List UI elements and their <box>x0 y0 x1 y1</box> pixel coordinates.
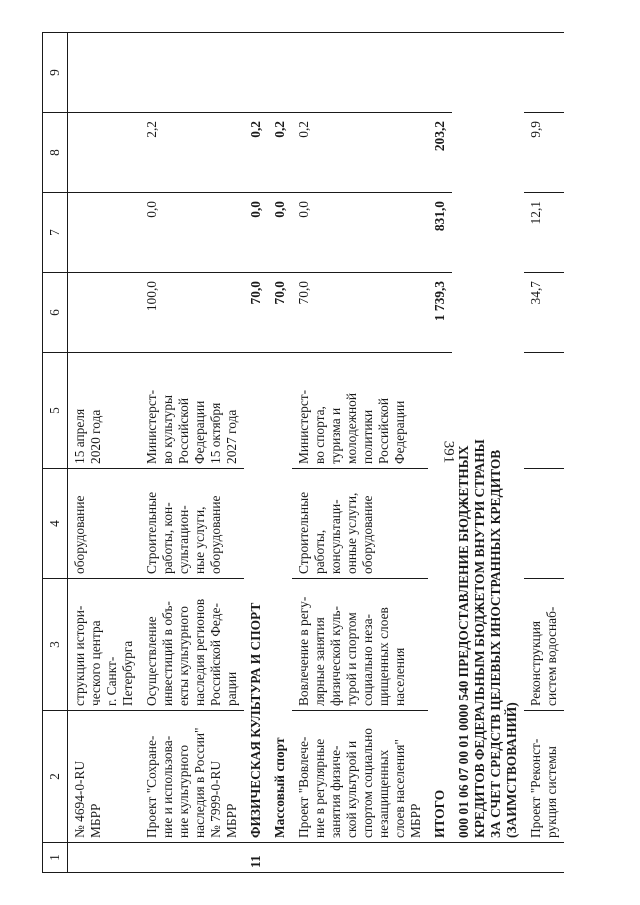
amount-col-9 <box>524 33 564 113</box>
amount-col-7: 831,0 <box>428 193 452 273</box>
row-number <box>268 843 292 873</box>
column-header-2: 2 <box>43 711 68 843</box>
total-label: ИТОГО <box>428 353 452 843</box>
column-header-7: 7 <box>43 193 68 273</box>
row-number <box>428 843 452 873</box>
column-header-6: 6 <box>43 273 68 353</box>
amount-col-8: 2,2 <box>140 113 244 193</box>
amount-col-6 <box>68 273 141 353</box>
amount-col-9 <box>140 33 244 113</box>
column-header-9: 9 <box>43 33 68 113</box>
amount-col-8: 0,2 <box>244 113 268 193</box>
project-purpose: струкции истори- ческого центра г. Санкт- Петербурга <box>68 579 141 711</box>
amount-col-6: 70,0 <box>244 273 268 353</box>
executor-and-date: Министерст- во культуры Российской Федерации 15 октября 2027 года <box>140 353 244 469</box>
amount-col-6: 100,0 <box>140 273 244 353</box>
row-number: 11 <box>244 843 268 873</box>
rotated-table-container <box>42 33 559 873</box>
amount-col-8: 9,9 <box>524 113 564 193</box>
project-purpose: Реконструкция систем водоснаб- <box>524 579 564 711</box>
project-name: Проект "Вовлече- ние в регулярные занятия физиче- ской культурой и спортом социально незащищенных слоев населения" МБРР <box>292 711 428 843</box>
table-row <box>292 33 428 873</box>
table-row <box>68 33 141 873</box>
table-row <box>244 33 268 873</box>
table-body <box>68 33 565 873</box>
amount-col-9 <box>428 33 452 113</box>
amount-col-8: 0,2 <box>292 113 428 193</box>
project-name: № 4694-0-RU МБРР <box>68 711 141 843</box>
project-purpose: Вовлечение в регу- лярные занятия физической куль- турой и спортом социально неза- щищенных слоев населения <box>292 579 428 711</box>
table-row <box>452 33 524 873</box>
amount-col-6: 1 739,3 <box>428 273 452 353</box>
amount-col-8 <box>68 113 141 193</box>
project-name: Проект "Сохране- ние и использова- ние культурного наследия в России" № 7999-0-RU МБРР <box>140 711 244 843</box>
project-purpose: Осуществление инвестиций в объ- екты культурного наследия регионов Российской Феде- рации <box>140 579 244 711</box>
amount-col-9 <box>292 33 428 113</box>
page-number: 391 <box>440 440 457 464</box>
table-row <box>140 33 244 873</box>
column-header-5: 5 <box>43 353 68 469</box>
amount-col-6: 70,0 <box>292 273 428 353</box>
amount-col-9 <box>68 33 141 113</box>
amount-col-8: 0,2 <box>268 113 292 193</box>
amount-col-7: 0,0 <box>140 193 244 273</box>
row-number <box>68 843 141 873</box>
row-number <box>292 843 428 873</box>
project-name: Проект "Реконст- рукция системы <box>524 711 564 843</box>
section-title: ФИЗИЧЕСКАЯ КУЛЬТУРА И СПОРТ <box>244 353 268 843</box>
amount-col-7 <box>68 193 141 273</box>
amount-col-7: 0,0 <box>268 193 292 273</box>
executor-and-date: 15 апреля 2020 года <box>68 353 141 469</box>
subsection-title: Массовый спорт <box>268 353 292 843</box>
procurement-type <box>524 469 564 579</box>
procurement-type: Строительные работы, кон- сультацион- ные услуги, оборудование <box>140 469 244 579</box>
amount-col-6: 70,0 <box>268 273 292 353</box>
table-row <box>524 33 564 873</box>
amount-col-9 <box>268 33 292 113</box>
table-row <box>428 33 452 873</box>
row-number <box>452 843 524 873</box>
column-header-4: 4 <box>43 469 68 579</box>
amount-col-6: 34,7 <box>524 273 564 353</box>
executor-and-date <box>524 353 564 469</box>
executor-and-date: Министерст- во спорта, туризма и молодежной политики Российской Федерации <box>292 353 428 469</box>
procurement-type: оборудование <box>68 469 141 579</box>
amount-col-7: 0,0 <box>244 193 268 273</box>
row-number <box>140 843 244 873</box>
column-header-1: 1 <box>43 843 68 873</box>
procurement-type: Строительные работы, консультаци- онные услуги, оборудование <box>292 469 428 579</box>
amount-col-7: 12,1 <box>524 193 564 273</box>
amount-col-8: 203,2 <box>428 113 452 193</box>
row-number <box>524 843 564 873</box>
column-header-3: 3 <box>43 579 68 711</box>
table-row <box>268 33 292 873</box>
amount-col-9 <box>244 33 268 113</box>
amount-col-7: 0,0 <box>292 193 428 273</box>
budget-heading: 000 01 06 07 00 01 0000 540 ПРЕДОСТАВЛЕНИЕ БЮДЖЕТНЫХ КРЕДИТОВ ФЕДЕРАЛЬНЫМ БЮДЖЕТОМ ВНУТРИ СТРАНЫ ЗА СЧЕТ СРЕДСТВ ЦЕЛЕВЫХ ИНОСТРАННЫХ КРЕДИТОВ (ЗАИМСТВОВАНИЙ) <box>452 33 524 843</box>
column-header-8: 8 <box>43 113 68 193</box>
column-number-row <box>43 33 68 873</box>
financing-table <box>42 32 564 873</box>
